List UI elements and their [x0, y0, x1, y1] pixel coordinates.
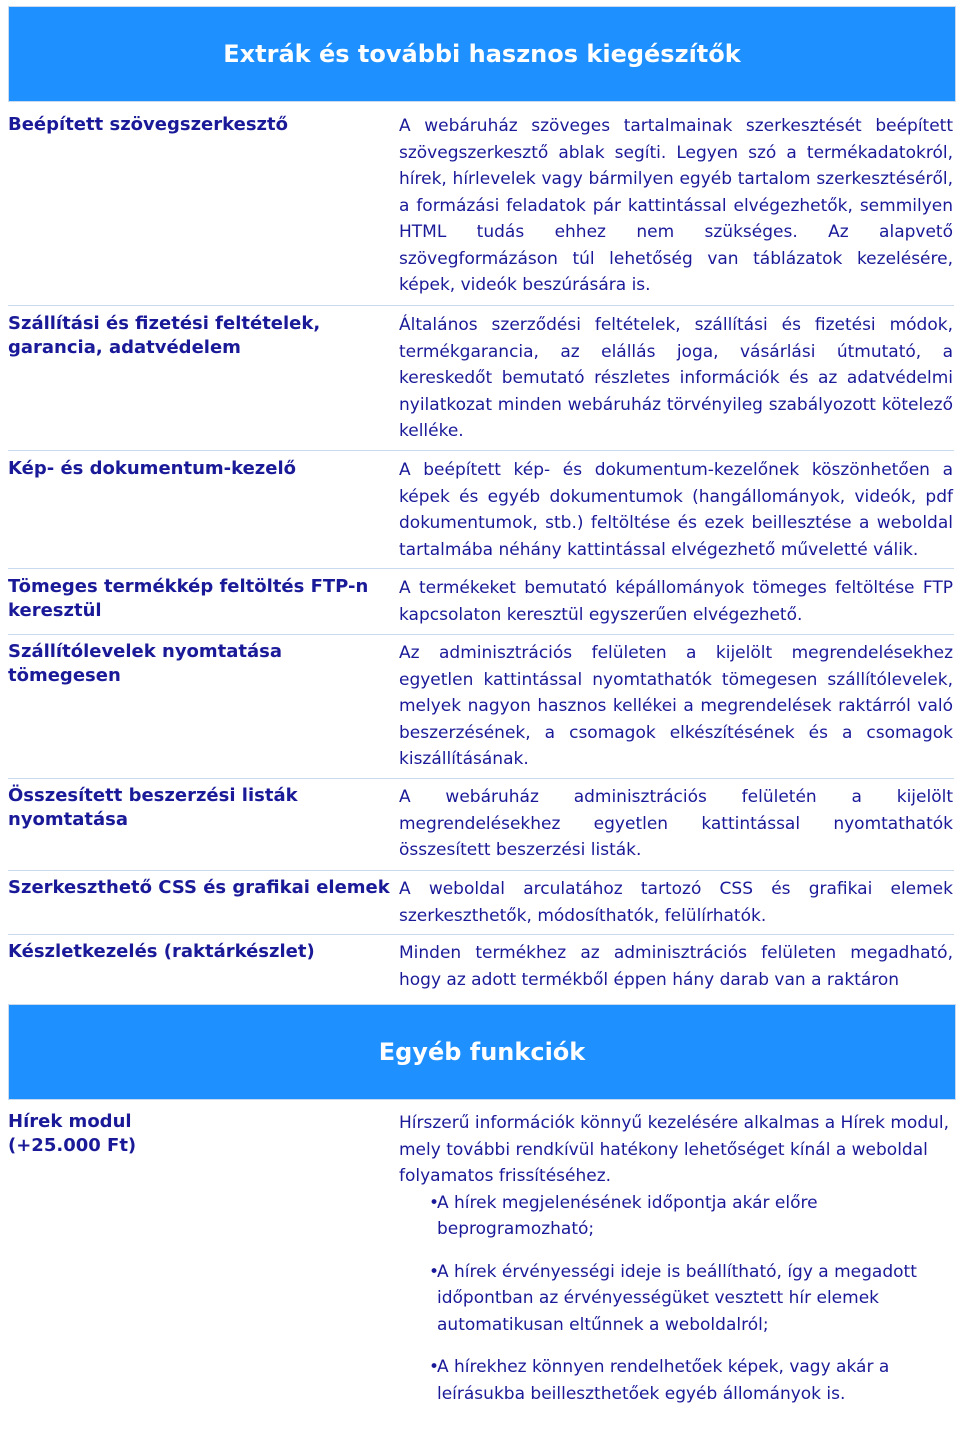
- row-divider: [8, 870, 954, 871]
- extras-header-banner: [8, 6, 956, 102]
- feature-description: A weboldal arculatához tartozó CSS és grafikai elemek szerkeszthetők, módosíthatók, felülírhatók.: [399, 879, 953, 926]
- row-divider: [8, 934, 954, 935]
- news-module-price: (+25.000 Ft): [8, 1135, 137, 1156]
- list-item-text: • A hírek megjelenésének időpontja akár előre beprogramozható;: [437, 1192, 818, 1239]
- row-divider: [8, 450, 954, 451]
- list-item: [429, 1354, 953, 1407]
- feature-label: Összesített beszerzési listák nyomtatása: [8, 785, 298, 830]
- feature-label: Szállítólevelek nyomtatása tömegesen: [8, 641, 283, 686]
- extras-title: Extrák és további hasznos kiegészítők: [223, 40, 741, 68]
- feature-description: Általános szerződési feltételek, szállítási és fizetési módok, termékgarancia, az elállás joga, vásárlási útmutató, a kereskedőt bemutató részletes információk és az adatvédelmi nyilatkozat minden webáruház törvényileg szabályozott kötelező kelléke.: [399, 315, 953, 441]
- feature-label: Készletkezelés (raktárkészlet): [8, 941, 315, 962]
- news-feature-list: [399, 1190, 953, 1408]
- feature-label: Tömeges termékkép feltöltés FTP-n keresztül: [8, 576, 369, 621]
- list-item: [429, 1259, 953, 1339]
- news-module-name: Hírek modul: [8, 1111, 132, 1132]
- feature-description: A webáruház szöveges tartalmainak szerkesztését beépített szövegszerkesztő ablak segíti. Legyen szó a termékadatokról, hírek, hírlevelek vagy bármilyen egyéb tartalom szerkesztéséről, a formázási feladatok pár kattintással elvégezhetők, semmilyen HTML tudás ehhez nem szükséges. Az alapvető szövegformázáson túl lehetőség van táblázatok kezelésére, képek, videók beszúrására is.: [399, 116, 953, 295]
- row-divider: [8, 305, 954, 306]
- feature-label: Beépített szövegszerkesztő: [8, 114, 288, 135]
- list-item-text: • A hírek érvényességi ideje is beállítható, így a megadott időpontban az érvényességüket vesztett hír elemek automatikusan eltűnnek a weboldalról;: [437, 1261, 917, 1335]
- feature-description: A beépített kép- és dokumentum-kezelőnek köszönhetően a képek és egyéb dokumentumok (hangállományok, videók, pdf dokumentumok, stb.) feltöltése és ezek beillesztése a weboldal tartalmába néhány kattintással elvégezhető műveletté válik.: [399, 460, 953, 560]
- news-module-label: [8, 1110, 393, 1158]
- feature-label: Szerkeszthető CSS és grafikai elemek: [8, 877, 390, 898]
- feature-description: A webáruház adminisztrációs felületén a kijelölt megrendelésekhez egyetlen kattintással nyomtathatók összesített beszerzési listák.: [399, 787, 953, 860]
- other-header-banner: [8, 1004, 956, 1100]
- other-title: Egyéb funkciók: [378, 1038, 586, 1066]
- feature-description: A termékeket bemutató képállományok tömeges feltöltése FTP kapcsolaton keresztül egyszerűen elvégezhető.: [399, 578, 953, 625]
- feature-description: Minden termékhez az adminisztrációs felületen megadható, hogy az adott termékből éppen hány darab van a raktáron: [399, 943, 953, 990]
- list-item-text: • A hírekhez könnyen rendelhetőek képek, vagy akár a leírásukba beilleszthetőek egyéb állományok is.: [437, 1357, 890, 1404]
- feature-label: Szállítási és fizetési feltételek, garancia, adatvédelem: [8, 313, 321, 358]
- news-module-description: [399, 1110, 953, 1423]
- feature-label: Kép- és dokumentum-kezelő: [8, 458, 297, 479]
- list-item: [429, 1190, 953, 1243]
- feature-description: Az adminisztrációs felületen a kijelölt megrendelésekhez egyetlen kattintással nyomtathatók tömegesen szállítólevelek, melyek nagyon hasznos kellékei a megrendelések raktárról való beszerzésének, a csomagok elkészítésének és a csomagok kiszállításának.: [399, 643, 953, 769]
- row-divider: [8, 568, 954, 569]
- row-divider: [8, 778, 954, 779]
- news-intro: Hírszerű információk könnyű kezelésére alkalmas a Hírek modul, mely további rendkívül hatékony lehetőséget kínál a weboldal folyamatos frissítéséhez.: [399, 1113, 950, 1186]
- row-divider: [8, 634, 954, 635]
